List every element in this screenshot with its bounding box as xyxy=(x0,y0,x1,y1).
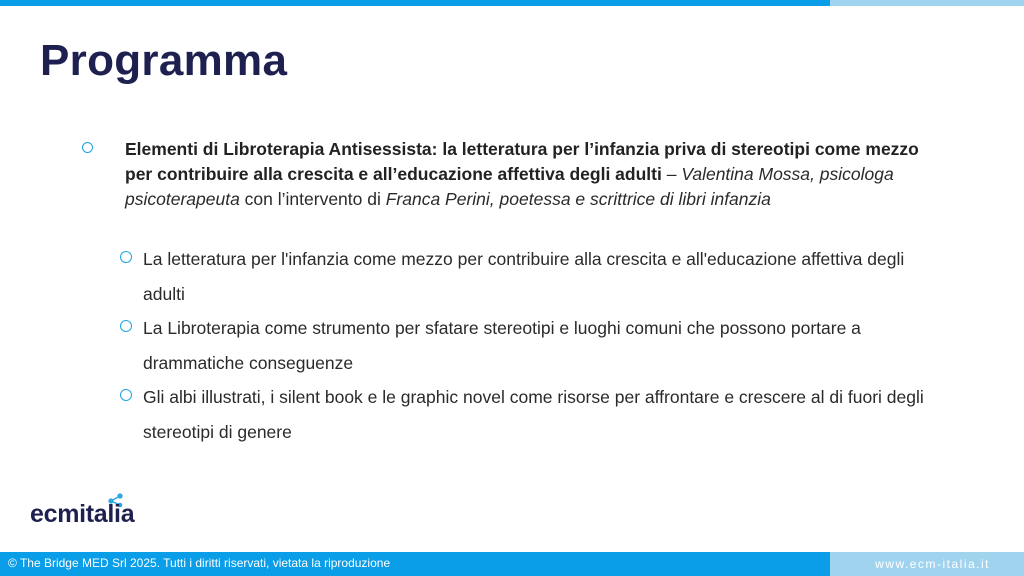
top-accent-bar-light xyxy=(830,0,1024,6)
circle-bullet-icon xyxy=(120,251,132,263)
main-item-title: Elementi di Libroterapia Antisessista: la letteratura per l’infanzia priva di stereotipi come mezzo per contribuire alla crescita e all’educazione affettiva degli adulti xyxy=(125,139,919,184)
footer-bar xyxy=(0,552,830,576)
top-accent-bar xyxy=(0,0,830,6)
program-main-item xyxy=(82,137,942,212)
main-item-guest: Franca Perini, poetessa e scrittrice di libri infanzia xyxy=(385,189,771,209)
page-title: Programma xyxy=(40,36,288,85)
list-item-text: La Libroterapia come strumento per sfatare stereotipi e luoghi comuni che possono portare a drammatiche conseguenze xyxy=(143,318,861,373)
footer-copyright: © The Bridge MED Srl 2025. Tutti i diritti riservati, vietata la riproduzione xyxy=(8,556,391,570)
logo-text: ecmitalia xyxy=(30,500,135,528)
footer-bar-light xyxy=(830,552,1024,576)
main-item-dash: – xyxy=(661,164,682,184)
main-item-connector: con l’intervento di xyxy=(239,189,386,209)
list-item-text: La letteratura per l'infanzia come mezzo per contribuire alla crescita e all'educazione affettiva degli adulti xyxy=(143,249,905,304)
footer-website-link[interactable]: www.ecm-italia.it xyxy=(875,557,990,571)
circle-bullet-icon xyxy=(120,320,132,332)
list-item xyxy=(120,311,940,380)
circle-bullet-icon xyxy=(82,142,93,153)
circle-bullet-icon xyxy=(120,389,132,401)
main-item-speaker: Valentina Mossa, psicologa psicoterapeuta xyxy=(125,164,894,209)
list-item xyxy=(120,242,940,311)
main-item-text xyxy=(125,137,942,212)
list-item xyxy=(120,380,940,449)
list-item-text: Gli albi illustrati, i silent book e le graphic novel come risorse per affrontare e crescere al di fuori degli stereotipi di genere xyxy=(143,387,924,442)
ecmitalia-logo xyxy=(30,492,170,532)
sub-item-list xyxy=(120,242,940,449)
